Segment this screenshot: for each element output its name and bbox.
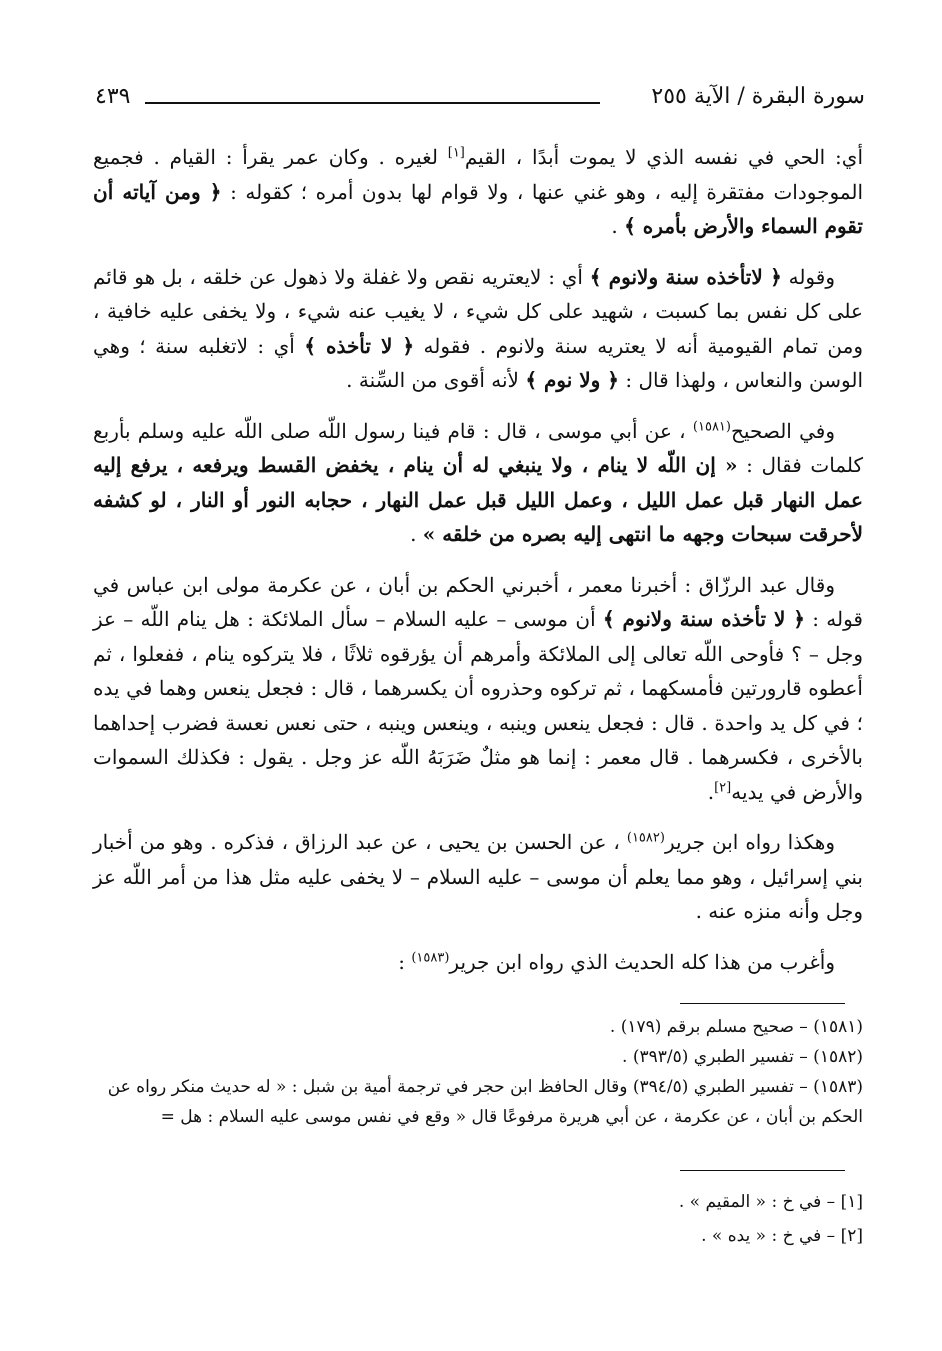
quoted-text: « إن اللّه لا ينام ، ولا ينبغي له أن ينام ، يخفض القسط ويرفعه ، يرفع إليه عمل النهار قبل عمل الليل ، وعمل الليل قبل عمل النهار ، حجابه النور أو النار ، لو كشفه لأحرقت سبحات وجهه ما انتهى إليه بصره من خلقه » (93, 453, 863, 546)
variant-notes (93, 1185, 863, 1253)
text-run: أي : لاتغلبه سنة ؛ وهي الوسن والنعاس ، ولهذا قال : (93, 333, 863, 392)
text-run: : (398, 949, 412, 974)
footnote-rule (680, 1003, 845, 1004)
quoted-text: ﴿ ومن آياته أن تقوم السماء والأرض بأمره ﴾ (93, 179, 863, 238)
footnote-1581: (١٥٨١) – صحيح مسلم برقم (١٧٩) . (609, 1017, 863, 1037)
running-title: سورة البقرة / الآية ٢٥٥ (651, 84, 865, 109)
text-run: ، عن الحسن بن يحيى ، عن عبد الرزاق ، فذكره . وهو من أخبار بني إسرائيل ، وهو مما يعلم أن موسى – عليه السلام – لا يخفى عليه مثل هذا من أمر اللّه عز وجل وأنه منزه عنه . (93, 830, 863, 923)
quoted-text: ﴿ ولا نوم ﴾ (525, 368, 619, 392)
note-marker: [٢] (714, 779, 732, 795)
quoted-text: ﴿ لا تأخذه سنة ولانوم ﴾ (602, 607, 805, 631)
text-run: لغيره . وكان عمر يقرأ : القيام . فجميع الموجودات مفتقرة إليه ، وهو غني عنها ، ولا قوام لها بدون أمره ؛ كقوله : (93, 145, 863, 204)
text-run: أن موسى – عليه السلام – سأل الملائكة : هل ينام اللّه – عز وجل – ؟ فأوحى اللّه تعالى إلى الملائكة وأمرهم أن يؤرقوه ثلاثًا ، فلا يتركوه ينام ، ففعلوا ، ثم أعطوه قارورتين فأمسكهما ، ثم تركوه وحذروه أن يكسرهما ، قال : فجعل ينعس وهما في يده ؛ في كل يد واحدة . قال : فجعل ينعس وينبه ، وينعس وينبه ، حتى نعس نعسة فضرب إحداهما بالأخرى ، فكسرهما . قال معمر : إنما هو مثلٌ ضَرَبَهُ اللّه عز وجل . يقول : فكذلك السموات والأرض في يديه (93, 607, 863, 804)
text-run: وفي الصحيح (731, 418, 835, 443)
text-run: وقوله (781, 264, 835, 289)
text-run: وأغرب من هذا كله الحديث الذي رواه ابن جرير (449, 949, 835, 974)
text-run: أي : لايعتريه نقص ولا غفلة ولا ذهول عن خلقه ، بل هو قائم على كل نفس بما كسبت ، شهيد على كل شيء ، لا يغيب عنه شيء ، ولا يخفى عليه خافية ، ومن تمام القيومية أنه لا يعتريه سنة ولانوم . فقوله (93, 264, 864, 358)
paragraph-4 (93, 568, 863, 810)
note-marker: (١٥٨١) (692, 418, 731, 434)
text-run: أي: الحي في نفسه الذي لا يموت أبدًا ، القيم (464, 145, 863, 169)
paragraph-1 (93, 140, 863, 244)
paragraph-3 (93, 414, 863, 552)
page-header (95, 84, 865, 124)
main-text (93, 140, 863, 995)
footnotes (93, 1012, 863, 1132)
quoted-text: ﴿ لاتأخذه سنة ولانوم ﴾ (589, 264, 782, 289)
note-marker: (١٥٨٢) (626, 830, 665, 846)
page-number: ٤٣٩ (95, 84, 131, 109)
quoted-text: ﴿ لا تأخذه ﴾ (304, 333, 415, 358)
text-run: ، عن أبي موسى ، قال : قام فينا رسول اللّه صلى اللّه عليه وسلم بأربع كلمات فقال : (93, 418, 863, 477)
text-run: . (410, 522, 423, 546)
paragraph-2 (93, 260, 863, 398)
variant-note-1: [١] – في خ : « المقيم » . (678, 1192, 863, 1212)
footnote-1582: (١٥٨٢) – تفسير الطبري (٣٩٣/٥) . (622, 1047, 863, 1067)
text-run: . (707, 779, 715, 804)
text-run: وقال عبد الرزّاق : أخبرنا معمر ، أخبرني الحكم بن أبان ، عن عكرمة مولى ابن عباس في قوله : (93, 572, 863, 631)
footnote-1583: (١٥٨٣) – تفسير الطبري (٣٩٤/٥) وقال الحافظ ابن حجر في ترجمة أمية بن شبل : « له حديث منكر رواه عن الحكم بن أبان ، عن عكرمة ، عن أبي هريرة مرفوعًا قال « وقع في نفس موسى عليه السلام : هل = (107, 1077, 863, 1127)
text-run: . (611, 214, 625, 238)
variant-notes-rule (680, 1170, 845, 1171)
paragraph-5 (93, 825, 863, 929)
text-run: لأنه أقوى من السِّنة . (346, 368, 526, 392)
header-rule (145, 102, 600, 104)
note-marker: (١٥٨٣) (411, 949, 450, 965)
text-run: وهكذا رواه ابن جرير (664, 830, 835, 854)
paragraph-6 (93, 945, 863, 980)
variant-note-2: [٢] – في خ : « يده » . (701, 1226, 863, 1246)
note-marker: [١] (447, 145, 465, 161)
